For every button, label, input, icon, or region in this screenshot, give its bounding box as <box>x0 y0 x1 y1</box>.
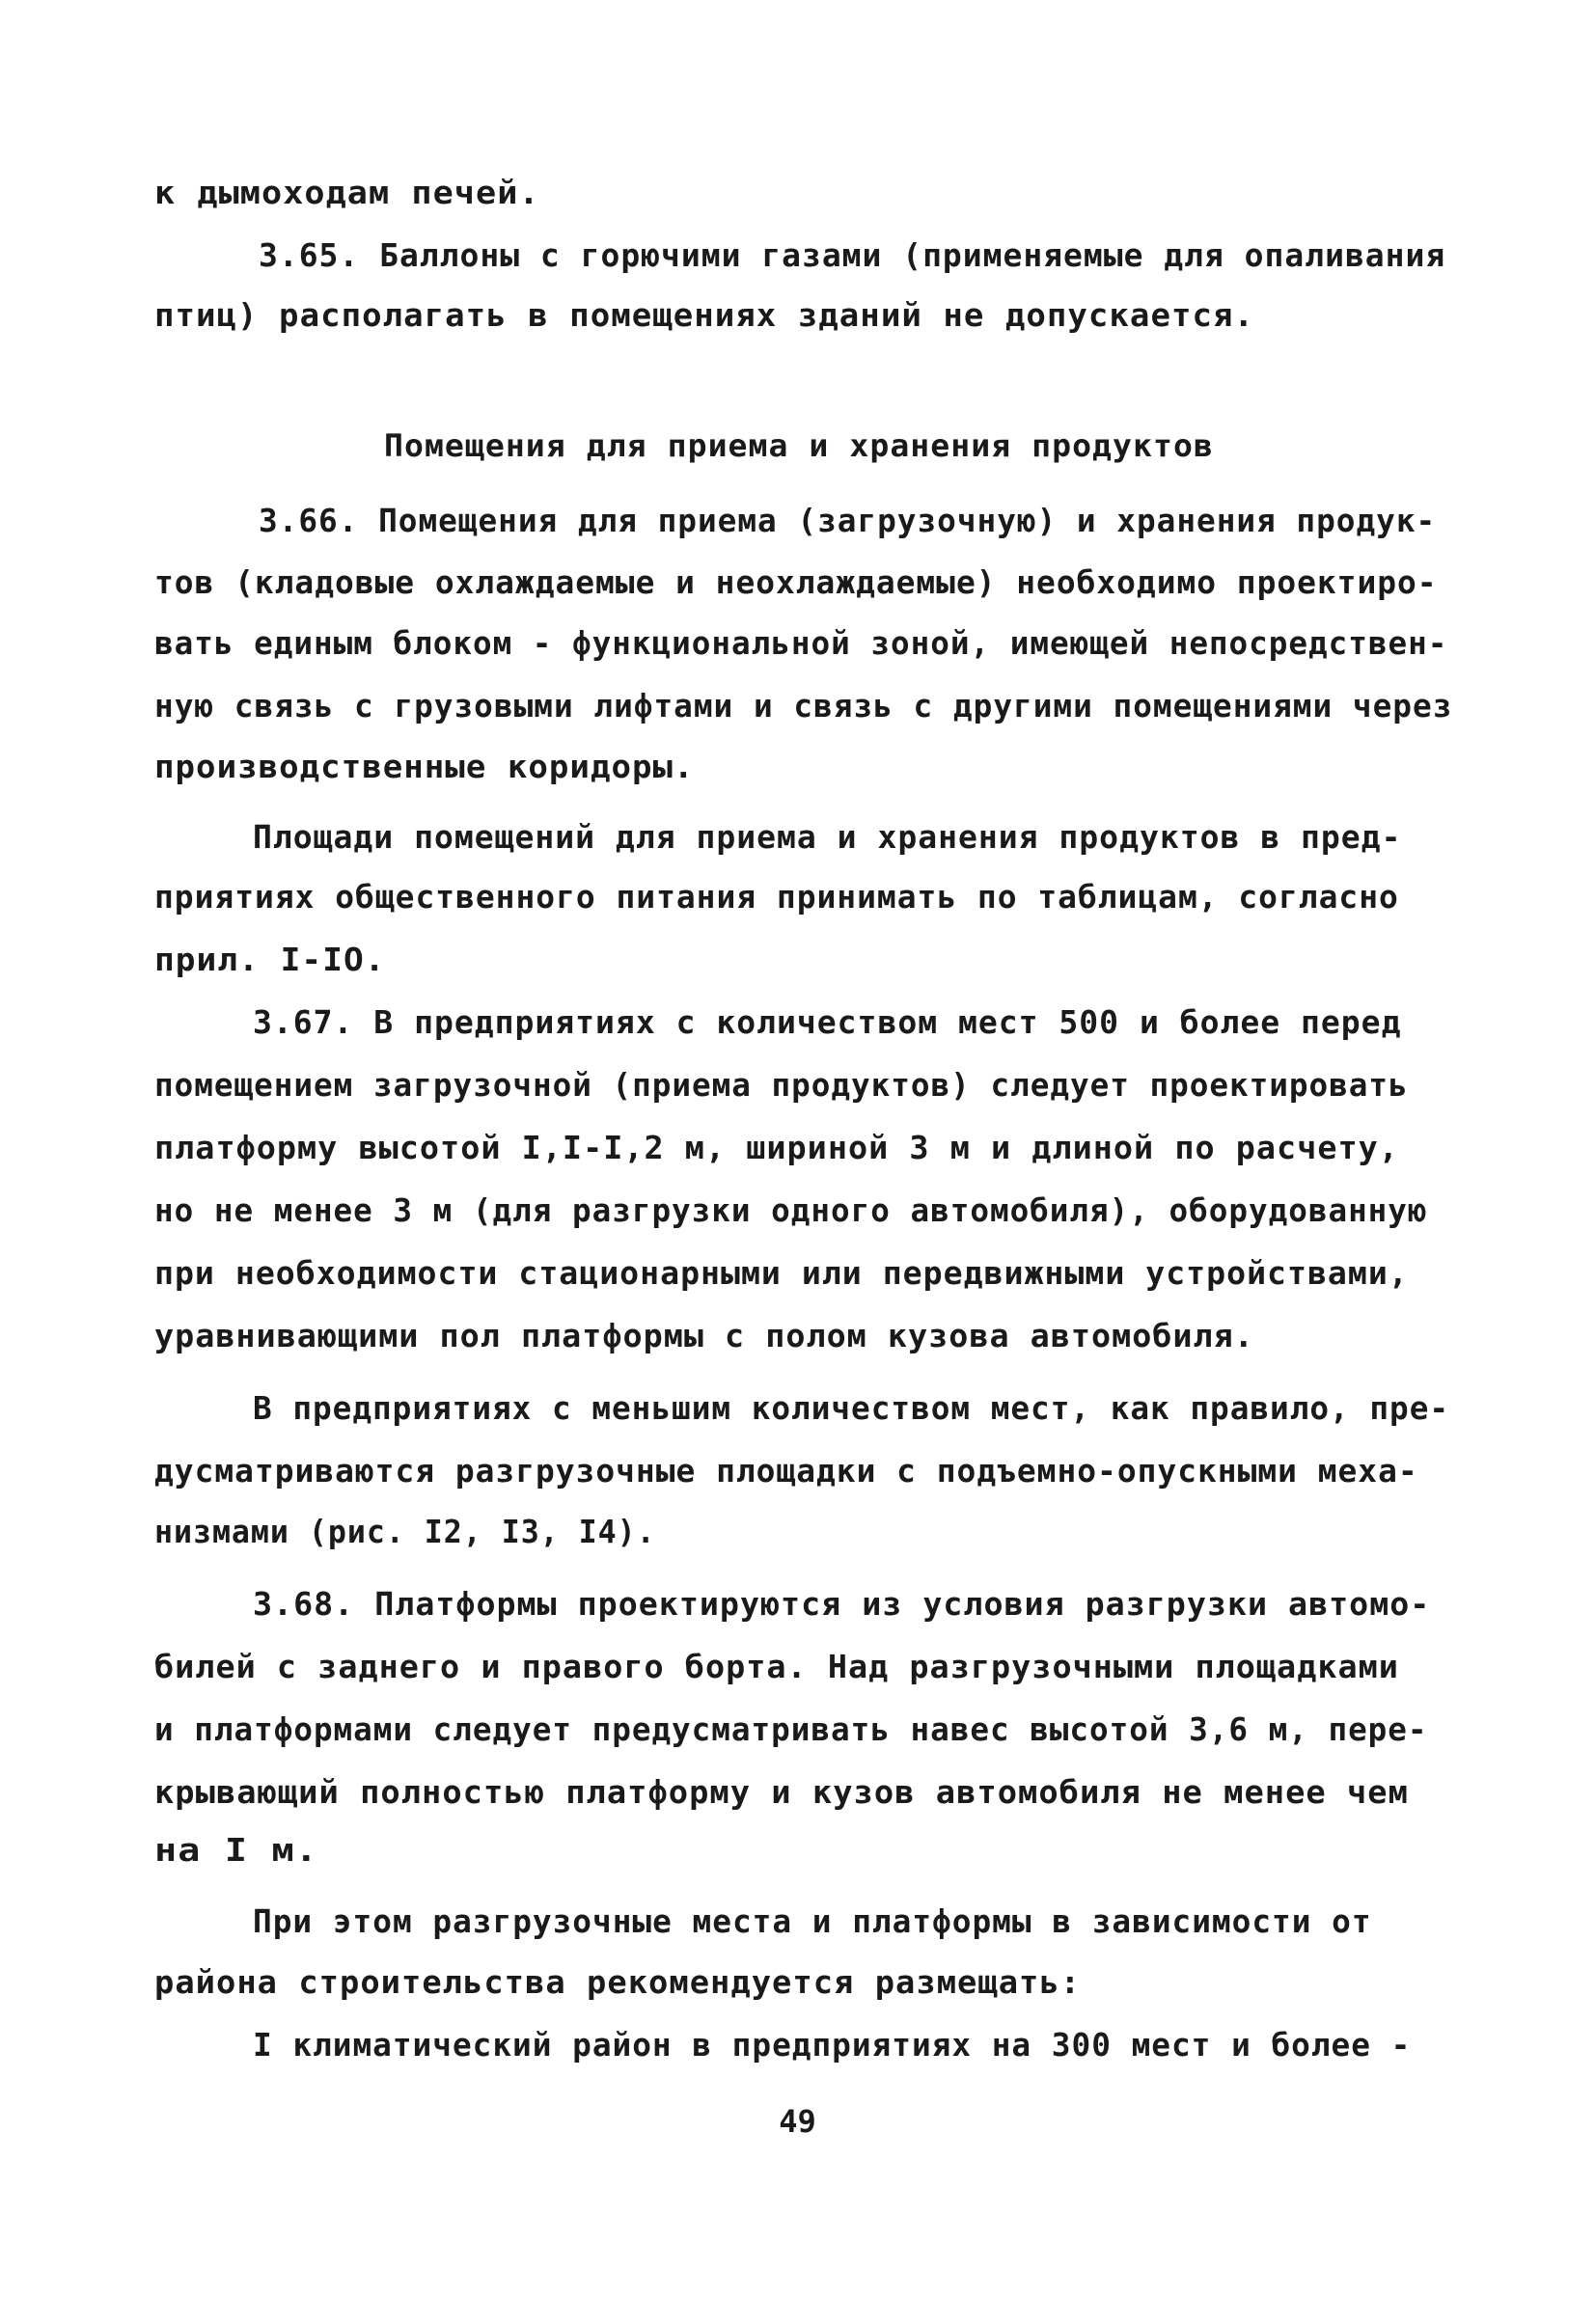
text-line: к дымоходам печей. <box>154 174 540 211</box>
text-line: но не менее 3 м (для разгрузки одного автомобиля), оборудованную <box>154 1191 1428 1229</box>
text-line: района строительства рекомендуется размещать: <box>154 1963 1082 2001</box>
text-line: ную связь с грузовыми лифтами и связь с другими помещениями через <box>154 687 1453 725</box>
text-line: 3.68. Платформы проектируются из условия разгрузки автомо- <box>253 1585 1431 1623</box>
text-line: В предприятиях с меньшим количеством мест, как правило, пре- <box>253 1389 1450 1427</box>
text-line: при необходимости стационарными или передвижными устройствами, <box>154 1254 1409 1292</box>
text-line: дусматриваются разгрузочные площадки с подъемно-опускными меха- <box>154 1452 1418 1490</box>
text-line: на I м. <box>154 1831 319 1869</box>
text-line: уравнивающими пол платформы с полом кузова автомобиля. <box>154 1317 1254 1354</box>
page-number: 49 <box>779 2103 816 2140</box>
text-line: и платформами следует предусматривать навес высотой 3,6 м, пере- <box>154 1710 1428 1748</box>
text-line: билей с заднего и правого борта. Над разгрузочными площадками <box>154 1648 1399 1685</box>
text-line: платформу высотой I,I-I,2 м, шириной 3 м и длиной по расчету, <box>154 1129 1399 1166</box>
text-line: Площади помещений для приема и хранения продуктов в пред- <box>253 818 1402 856</box>
text-line: помещением загрузочной (приема продуктов) следует проектировать <box>154 1066 1409 1104</box>
section-heading: Помещения для приема и хранения продуктов <box>384 427 1214 464</box>
text-line: I климатический район в предприятиях на 300 мест и более - <box>253 2026 1412 2064</box>
text-line: 3.65. Баллоны с горючими газами (применяемые для опаливания <box>259 236 1446 274</box>
text-line: приятиях общественного питания принимать по таблицам, согласно <box>154 878 1399 916</box>
text-line: птиц) располагать в помещениях зданий не допускается. <box>154 296 1254 334</box>
text-line: тов (кладовые охлаждаемые и неохлаждаемые) необходимо проектиро- <box>154 563 1438 601</box>
text-line: При этом разгрузочные места и платформы в зависимости от <box>253 1902 1372 1940</box>
text-line: низмами (рис. I2, I3, I4). <box>154 1513 656 1550</box>
text-line: 3.66. Помещения для приема (загрузочную) и хранения продук- <box>259 502 1437 539</box>
text-line: прил. I-IO. <box>154 941 386 978</box>
text-line: производственные коридоры. <box>154 748 695 785</box>
text-line: 3.67. В предприятиях с количеством мест 500 и более перед <box>253 1003 1402 1041</box>
text-line: вать единым блоком - функциональной зоной, имеющей непосредствен- <box>154 624 1448 662</box>
text-line: крывающий полностью платформу и кузов автомобиля не менее чем <box>154 1773 1409 1811</box>
